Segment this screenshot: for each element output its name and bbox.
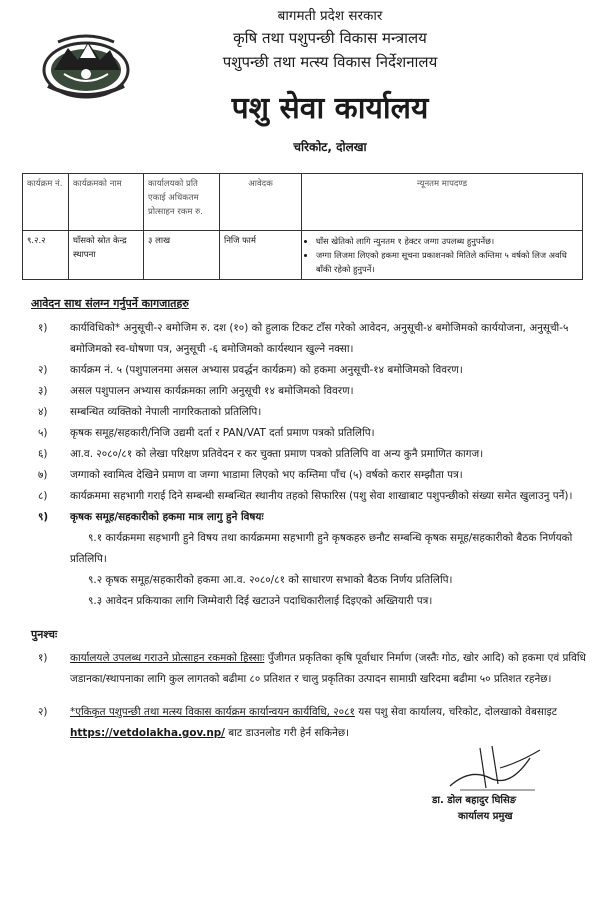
item-number: १) (38, 652, 48, 664)
note-text: पुँजीगत प्रकृतिका कृषि पूर्वाधार निर्माण (जस्तैः गोठ, खोर आदि) को हकमा एवं प्रविधि जडानका/स्थापनाका लागि कुल लागतको बढीमा ८० प्रतिशत र चालु प्रकृतिका उत्पादन सामाग्री खरिदमा बढीमा ५० प्रतिशत रहनेछ। (70, 652, 586, 685)
sub-item-text: ९.१ कार्यक्रममा सहभागी हुने विषय तथा कार्यक्रममा सहभागी हुने कृषकहरु छनौट सम्बन्धि कृषक समूह/सहकारीको बैठक निर्णयको प्रतिलिपि। (70, 532, 573, 565)
postscript-list (38, 648, 588, 744)
note-heading: कार्यालयले उपलब्ध गराउने प्रोत्साहन रकमको हिस्साः (70, 652, 265, 664)
item-number: ७) (38, 469, 48, 481)
header-cell: कार्यक्रम नं. (23, 174, 69, 231)
table-row (23, 231, 583, 280)
item-number: ८) (38, 490, 48, 502)
note-text: यस पशु सेवा कार्यालय, चरिकोट, दोलखाको वेबसाइट (354, 706, 557, 718)
list-item (38, 444, 588, 465)
item-text: असल पशुपालन अभ्यास कार्यक्रमका लागि अनुसूची १४ बमोजिमको विवरण। (70, 385, 354, 397)
program-applicant: निजि फार्म (220, 231, 302, 280)
sub-item-text: ९.३ आवेदन प्रकियाका लागि जिम्मेवारी दिई खटाउने पदाधिकारीलाई दिइएको अख्तियारी पत्र। (88, 595, 433, 607)
item-number: १) (38, 322, 48, 334)
header-cell: कार्यक्रमको नाम (69, 174, 144, 231)
list-item (38, 360, 588, 381)
item-number: ९) (38, 511, 49, 523)
documents-heading: आवेदन साथ संलग्न गर्नुपर्ने कागजातहरु (31, 297, 189, 310)
program-table (22, 173, 583, 280)
signature-mark (440, 738, 550, 798)
signatory-title: कार्यालय प्रमुख (458, 811, 513, 822)
table-header-row (23, 174, 583, 231)
item-text: कृषक समूह/सहकारीको हकमा मात्र लागु हुने विषयः (70, 511, 264, 523)
item-text: कृषक समूह/सहकारी/निजि उद्यमी दर्ता र PAN/VAT दर्ता प्रमाण पत्रको प्रतिलिपि। (70, 427, 375, 439)
sub-item (38, 528, 588, 570)
criteria-item: • जग्गा लिजमा लिएको हकमा सूचना प्रकाशनको मितिले कम्तिमा ५ वर्षको लिज अवधि बाँकी रहेको हुनुपर्ने। (316, 248, 578, 276)
program-number: ९.२.२ (23, 231, 69, 280)
list-item (38, 402, 588, 423)
header-cell: आवेदक (220, 174, 302, 231)
note-heading: *एकिकृत पशुपन्छी तथा मत्स्य विकास कार्यक्रम कार्यान्वयन कार्यविधि, २०८१ (70, 706, 355, 718)
list-item (38, 381, 588, 402)
header-cell: न्यूनतम मापदण्ड (302, 174, 583, 231)
list-item (38, 318, 588, 360)
program-name: घाँसको स्रोत केन्द्र स्थापना (69, 231, 144, 280)
criteria-item: • घाँस खेतिको लागि न्युनतम १ हेक्टर जग्गा उपलब्ध हुनुपर्नेछ। (316, 234, 578, 248)
header-ministry: कृषि तथा पशुपन्छी विकास मन्त्रालय (233, 29, 427, 47)
program-criteria (302, 231, 583, 280)
office-location: चरिकोट, दोलखा (293, 140, 367, 154)
item-text: सम्बन्धित व्यक्तिको नेपाली नागरिकताको प्रतिलिपि। (70, 406, 262, 418)
header-government: बागमती प्रदेश सरकार (277, 8, 383, 24)
item-text: कार्यक्रममा सहभागी गराई दिने सम्बन्धी सम्बन्धित स्थानीय तहको सिफारिस (पशु सेवा शाखाबाट पशुपन्छीको संख्या समेत खुलाउनु पर्ने)। (70, 490, 573, 502)
item-text: कार्यविधिको* अनुसूची-२ बमोजिम रु. दश (१०) को हुलाक टिकट टाँस गरेको आवेदन, अनुसूची-४ बमोजिमको कार्ययोजना, अनुसूची-५ बमोजिमको स्व-घोषणा पत्र, अनुसूची -६ बमोजिमको कार्यस्थान खुल्ने नक्सा। (70, 322, 569, 355)
government-emblem (40, 30, 132, 100)
sub-item-text: ९.२ कृषक समूह/सहकारीको हकमा आ.व. २०८०/८१ को साधारण सभाको बैठक निर्णय प्रतिलिपि। (88, 574, 453, 586)
documents-list (38, 318, 588, 612)
item-text: जग्गाको स्वामित्व देखिने प्रमाण वा जग्गा भाडामा लिएको भए कम्तिमा पाँच (५) वर्षको करार सम्झौता पत्र। (70, 469, 463, 481)
list-item (38, 648, 588, 690)
item-number: ५) (38, 427, 48, 439)
item-number: २) (38, 706, 48, 718)
signatory-name: डा. डोल बहादुर घिसिङ (432, 795, 517, 806)
list-item (38, 465, 588, 486)
item-number: ६) (38, 448, 48, 460)
item-number: ३) (38, 385, 48, 397)
item-number: ४) (38, 406, 48, 418)
website-link[interactable]: https://vetdolakha.gov.np/ (70, 727, 225, 739)
item-number: २) (38, 364, 48, 376)
item-text: आ.व. २०८०/८१ को लेखा परिक्षण प्रतिवेदन र कर चुक्ता प्रमाण पत्रको प्रतिलिपि वा अन्य कुनै प्रमाणित कागज। (70, 448, 484, 460)
list-item (38, 486, 588, 507)
sub-item (38, 591, 588, 612)
list-item (38, 423, 588, 444)
office-title: पशु सेवा कार्यालय (231, 91, 429, 126)
postscript-label: पुनश्चः (31, 628, 58, 641)
header-cell: कार्यालयको प्रति एकाई अधिकतम प्रोत्साहन रकम रु. (144, 174, 220, 231)
sub-item (38, 570, 588, 591)
header-directorate: पशुपन्छी तथा मत्स्य विकास निर्देशनालय (222, 53, 438, 71)
note-text: बाट डाउनलोड गरी हेर्न सकिनेछ। (224, 727, 350, 739)
item-text: कार्यक्रम नं. ५ (पशुपालनमा असल अभ्यास प्रवर्द्धन कार्यक्रम) को हकमा अनुसूची-१४ बमोजिमको विवरण। (70, 364, 463, 376)
list-item-group (38, 507, 588, 528)
program-amount: ३ लाख (144, 231, 220, 280)
